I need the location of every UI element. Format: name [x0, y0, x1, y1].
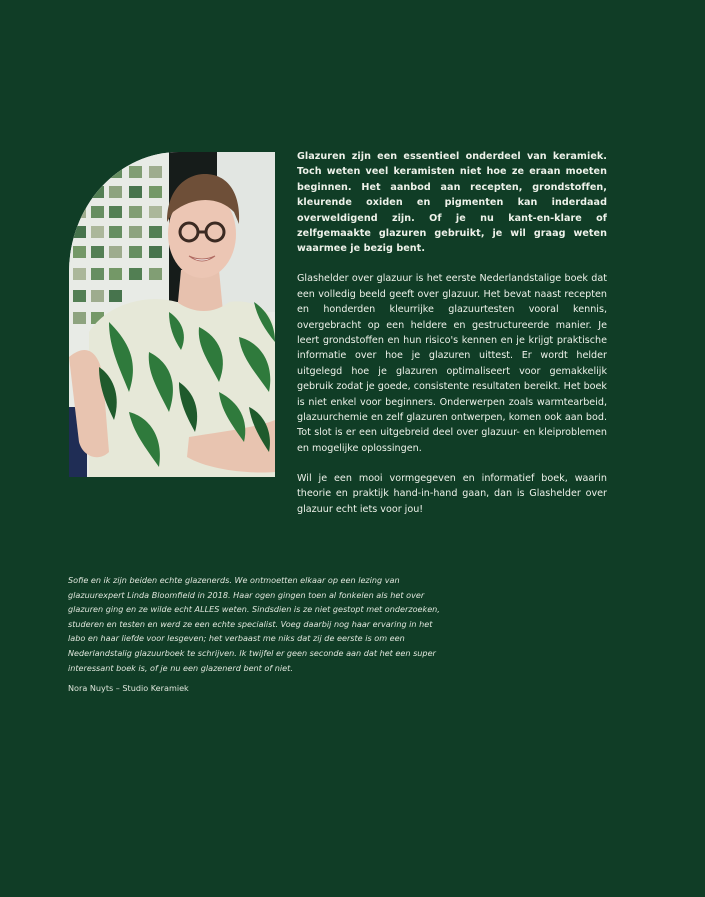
book-description: [297, 149, 607, 531]
intro-paragraph: Glazuren zijn een essentieel onderdeel van keramiek. Toch weten veel keramisten niet hoe ze eraan moeten beginnen. Het aanbod aan recepten, grondstoffen, kleurende oxiden en pigmenten kan inderdaad overweldigend zijn. Of je nu kant-en-klare of zelfgemaakte glazuren gebruikt, je wil graag weten waarmee je bezig bent.: [297, 151, 607, 255]
author-photo: [69, 152, 275, 477]
testimonial-attribution: Nora Nuyts – Studio Keramiek: [68, 683, 189, 693]
quote-text: Sofie en ik zijn beiden echte glazenerds. We ontmoetten elkaar op een lezing van glazuurexpert Linda Bloomfield in 2018. Haar ogen gingen toen al fonkelen als het over glazuren ging en ze wilde echt ALLES weten. Sindsdien is ze niet gestopt met onderzoeken, studeren en testen en werd ze een echte specialist. Voeg daarbij nog haar ervaring in het labo en haar liefde voor lesgeven; het verbaast me niks dat zij de eerste is om een Nederlandstalig glazuurboek te schrijven. Ik twijfel er geen seconde aan dat het een super interessant boek is, of je nu een glazenerd bent of niet.: [68, 575, 440, 673]
portrait-illustration: [69, 152, 275, 477]
testimonial-quote: [68, 573, 443, 675]
closing-paragraph: Wil je een mooi vormgegeven en informatief boek, waarin theorie en praktijk hand-in-hand gaan, dan is Glashelder over glazuur echt iets voor jou!: [297, 472, 607, 515]
description-paragraph: Glashelder over glazuur is het eerste Nederlandstalige boek dat een volledig beeld geeft over glazuur. Het bevat naast recepten en honderden kleurrijke glazuurtesten vooral kennis, overgebracht op een heldere en gestructureerde manier. Je leert grondstoffen en hun risico's kennen en je krijgt praktische informatie over hoe je glazuren uittest. Er wordt helder uitgelegd hoe je glazuren optimaliseert voor gemakkelijk gebruik zodat je goede, consistente resultaten bereikt. Het boek is niet enkel voor beginners. Onderwerpen zoals warmtearbeid, glazuurchemie en zelf glazuren ontwerpen, komen ook aan bod. Tot slot is er een uitgebreid deel over glazuur- en kleiproblemen en mogelijke oplossingen.: [297, 273, 607, 454]
